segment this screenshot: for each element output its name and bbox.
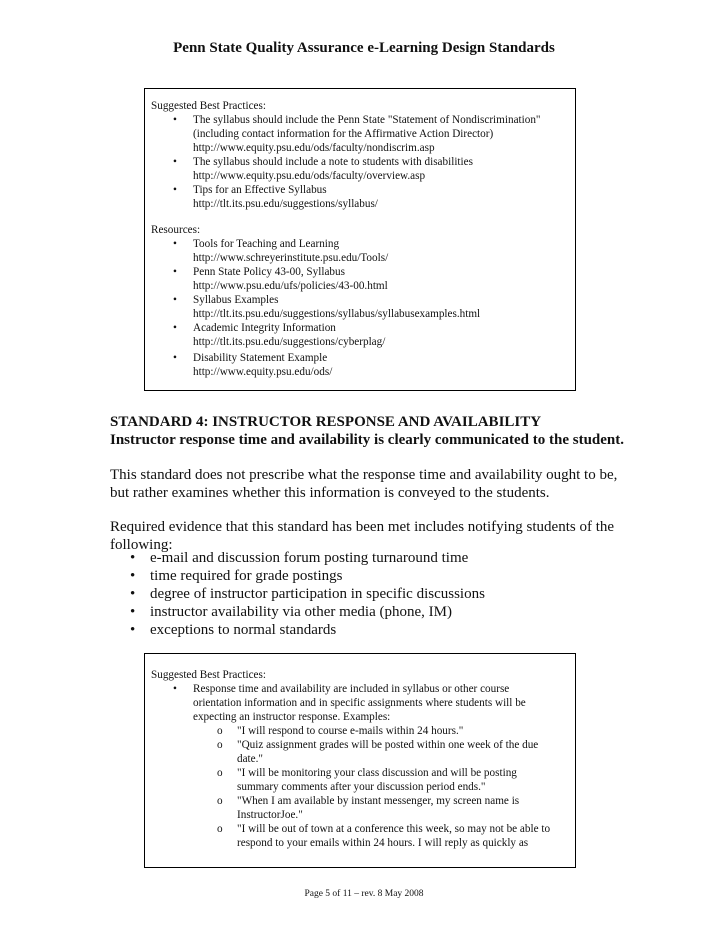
list-item [151, 822, 567, 850]
list-item [151, 293, 567, 321]
bullet-icon: • [173, 683, 177, 695]
standard-subheading: Instructor response time and availability is clearly communicated to the student. [110, 432, 625, 448]
bullet-icon: • [173, 294, 177, 306]
item-text: Syllabus Examples [193, 294, 279, 306]
required-evidence-list [110, 549, 485, 639]
item-text: "I will respond to course e-mails within 24 hours." [237, 725, 464, 737]
standard-heading: STANDARD 4: INSTRUCTOR RESPONSE AND AVAILABILITY [110, 414, 542, 430]
list-item [151, 265, 567, 293]
item-link: http://www.schreyerinstitute.psu.edu/Tools/ [193, 252, 389, 264]
bullet-icon: • [173, 156, 177, 168]
list-item [151, 155, 567, 183]
circle-bullet-icon: o [217, 823, 223, 835]
list-item [151, 351, 567, 379]
circle-bullet-icon: o [217, 725, 223, 737]
suggested-practices-list [151, 682, 567, 850]
list-item [151, 794, 567, 822]
list-item [151, 766, 567, 794]
item-text: summary comments after your discussion period ends." [237, 781, 486, 793]
item-text: Disability Statement Example [193, 352, 328, 364]
bullet-icon: • [130, 568, 136, 584]
bullet-icon: • [130, 622, 136, 638]
item-text: orientation information and in specific assignments where students will be [193, 697, 526, 709]
item-text: date." [237, 753, 263, 765]
examples-list [151, 724, 567, 850]
item-link: http://tlt.its.psu.edu/suggestions/syllabus/ [193, 198, 378, 210]
list-item [151, 321, 567, 349]
bullet-icon: • [173, 266, 177, 278]
item-link: http://www.psu.edu/ufs/policies/43-00.html [193, 280, 388, 292]
bullet-icon: • [130, 550, 136, 566]
item-link: http://tlt.its.psu.edu/suggestions/syllabus/syllabusexamples.html [193, 308, 481, 320]
item-text: expecting an instructor response. Examples: [193, 711, 391, 723]
item-text: time required for grade postings [150, 568, 343, 584]
item-text: "Quiz assignment grades will be posted within one week of the due [237, 739, 539, 751]
item-text: instructor availability via other media (phone, IM) [150, 604, 452, 620]
item-text: exceptions to normal standards [150, 622, 337, 638]
page-header: Penn State Quality Assurance e-Learning Design Standards [173, 40, 555, 56]
list-item [151, 738, 567, 766]
item-text: "I will be monitoring your class discussion and will be posting [237, 767, 517, 779]
item-text: e-mail and discussion forum posting turnaround time [150, 550, 469, 566]
item-link: http://www.equity.psu.edu/ods/ [193, 366, 333, 378]
list-item [151, 682, 567, 850]
bullet-icon: • [173, 184, 177, 196]
item-text: Tips for an Effective Syllabus [193, 184, 327, 196]
item-text: "I will be out of town at a conference this week, so may not be able to [237, 823, 551, 835]
bullet-icon: • [173, 322, 177, 334]
list-item [110, 567, 485, 585]
item-text: degree of instructor participation in specific discussions [150, 586, 485, 602]
resources-title: Resources: [151, 224, 201, 236]
item-text: respond to your emails within 24 hours. I will reply as quickly as [237, 837, 529, 849]
bullet-icon: • [130, 604, 136, 620]
list-item [110, 549, 485, 567]
bullet-icon: • [173, 352, 177, 364]
list-item [151, 237, 567, 265]
list-item [151, 724, 567, 738]
standard-paragraph-1: This standard does not prescribe what the response time and availability ought to be, but rather examines whether this information is conveyed to the students. [110, 467, 618, 501]
circle-bullet-icon: o [217, 739, 223, 751]
item-text: Penn State Policy 43-00, Syllabus [193, 266, 345, 278]
best-practices-box-2 [144, 653, 576, 868]
item-text: "When I am available by instant messenger, my screen name is [237, 795, 520, 807]
bullet-icon: • [173, 114, 177, 126]
suggested-practices-title: Suggested Best Practices: [151, 669, 266, 681]
item-link: http://www.equity.psu.edu/ods/faculty/nondiscrim.asp [193, 142, 435, 154]
item-text: The syllabus should include the Penn State "Statement of Nondiscrimination" [193, 114, 541, 126]
standard-heading-block [110, 413, 630, 449]
item-text: InstructorJoe." [237, 809, 303, 821]
suggested-practices-title: Suggested Best Practices: [151, 100, 266, 112]
list-item [151, 183, 567, 211]
best-practices-box-1 [144, 88, 576, 391]
circle-bullet-icon: o [217, 767, 223, 779]
list-item [151, 113, 567, 155]
item-text: Response time and availability are included in syllabus or other course [193, 683, 510, 695]
list-item [110, 621, 485, 639]
item-text: The syllabus should include a note to students with disabilities [193, 156, 473, 168]
bullet-icon: • [130, 586, 136, 602]
item-link: http://www.equity.psu.edu/ods/faculty/overview.asp [193, 170, 426, 182]
item-text: Academic Integrity Information [193, 322, 336, 334]
list-item [110, 585, 485, 603]
list-item [110, 603, 485, 621]
item-link: http://tlt.its.psu.edu/suggestions/cyberplag/ [193, 336, 386, 348]
bullet-icon: • [173, 238, 177, 250]
page-footer: Page 5 of 11 – rev. 8 May 2008 [304, 889, 424, 899]
suggested-practices-list [151, 113, 567, 211]
item-text: (including contact information for the Affirmative Action Director) [193, 128, 494, 140]
circle-bullet-icon: o [217, 795, 223, 807]
item-text: Tools for Teaching and Learning [193, 238, 340, 250]
standard-paragraph-2: Required evidence that this standard has been met includes notifying students of the following: [110, 519, 615, 553]
resources-list [151, 237, 567, 379]
